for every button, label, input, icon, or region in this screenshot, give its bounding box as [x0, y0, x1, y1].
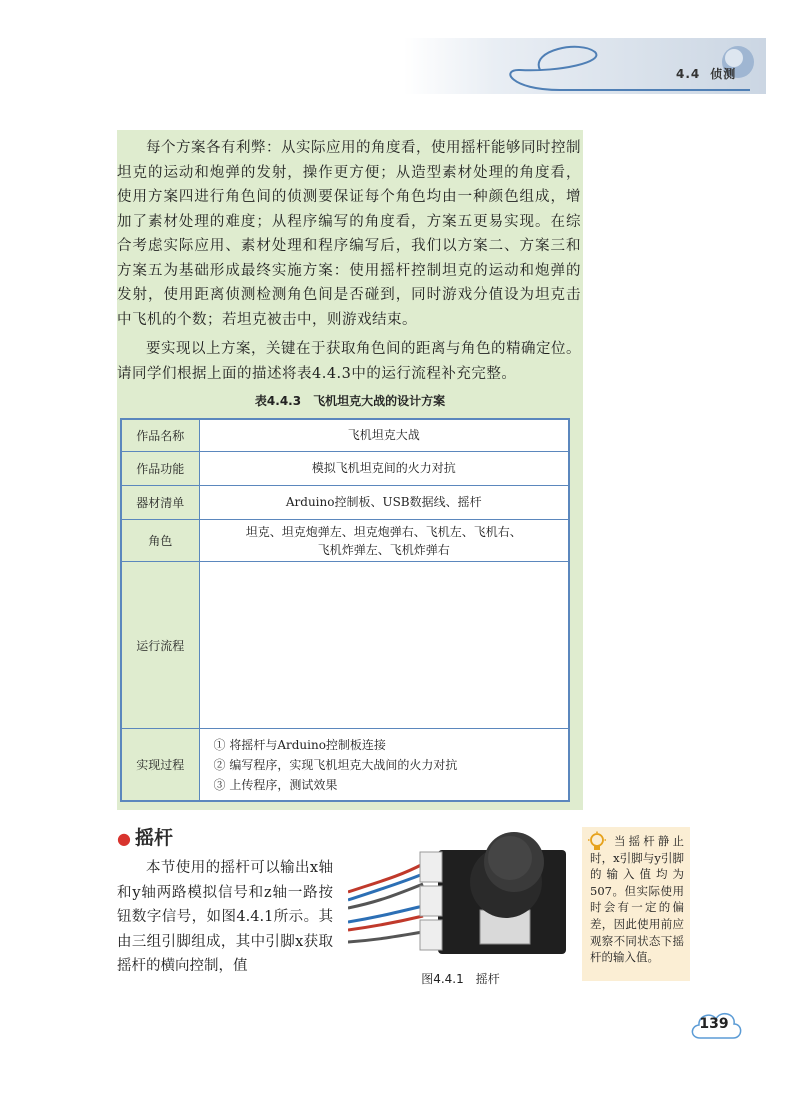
intro-paragraph-2: 要实现以上方案，关键在于获取角色间的距离与角色的精确定位。请同学们根据上面的描述将表4.4.3中的运行流程补充完整。	[117, 341, 581, 382]
intro-paragraph-1: 每个方案各有利弊：从实际应用的角度看，使用摇杆能够同时控制坦克的运动和炮弹的发射，操作更方便；从造型素材处理的角度看，使用方案四进行角色间的侦测要保证每个角色均由一种颜色组成，增加了素材处理的难度；从程序编写的角度看，方案五更易实现。在综合考虑实际应用、素材处理和程序编写后，我们以方案二、方案三和方案五为基础形成最终实施方案：使用摇杆控制坦克的运动和炮弹的发射，使用距离侦测检测角色间是否碰到，同时游戏分值设为坦克击中飞机的个数；若坦克被击中，则游戏结束。	[117, 140, 581, 328]
section-header	[676, 65, 736, 82]
table-row	[121, 451, 569, 485]
row-key: 作品功能	[121, 451, 199, 485]
table-row	[121, 562, 569, 729]
tip-text: 当摇杆静止时，x引脚与y引脚的输入值均为507。但实际使用时会有一定的偏差，因此使用前应观察不同状态下摇杆的输入值。	[590, 834, 684, 965]
page-number: 139	[699, 1016, 729, 1032]
figure-caption: 图4.4.1 摇杆	[421, 972, 500, 986]
design-table	[120, 418, 570, 802]
flow-answer-area[interactable]	[199, 562, 569, 729]
tip-box	[582, 827, 690, 981]
step-1: ① 将摇杆与Arduino控制板连接	[213, 737, 386, 752]
joystick-photo	[348, 822, 573, 967]
table-row	[121, 729, 569, 801]
table-row	[121, 419, 569, 451]
row-key: 运行流程	[121, 562, 199, 729]
joystick-paragraph: 本节使用的摇杆可以输出x轴和y轴两路模拟信号和z轴一路按钮数字信号，如图4.4.1所示。其由三组引脚组成，其中引脚x获取摇杆的横向控制，值	[117, 860, 333, 974]
roles-line-2: 飞机炸弹左、飞机炸弹右	[317, 542, 450, 557]
row-value: Arduino控制板、USB数据线、摇杆	[199, 485, 569, 519]
row-key: 实现过程	[121, 729, 199, 801]
row-key: 器材清单	[121, 485, 199, 519]
section-name: 侦测	[710, 67, 737, 81]
row-value-steps	[199, 729, 569, 801]
table-caption: 表4.4.3 飞机坦克大战的设计方案	[254, 394, 446, 408]
bullet-icon: ●	[117, 829, 131, 848]
heading-text: 摇杆	[134, 827, 173, 849]
step-3: ③ 上传程序，测试效果	[213, 777, 338, 792]
step-2: ② 编写程序，实现飞机坦克大战间的火力对抗	[213, 757, 458, 772]
section-number: 4.4	[676, 67, 701, 81]
row-key: 作品名称	[121, 419, 199, 451]
table-row	[121, 485, 569, 519]
row-value: 飞机坦克大战	[199, 419, 569, 451]
roles-line-1: 坦克、坦克炮弹左、坦克炮弹右、飞机左、飞机右、	[245, 524, 522, 539]
row-key: 角色	[121, 520, 199, 562]
row-value: 模拟飞机坦克间的火力对抗	[199, 451, 569, 485]
page-number-badge	[686, 1004, 746, 1046]
table-row	[121, 520, 569, 562]
lightbulb-icon	[586, 831, 608, 853]
section-heading	[117, 823, 173, 850]
row-value-roles	[199, 520, 569, 562]
